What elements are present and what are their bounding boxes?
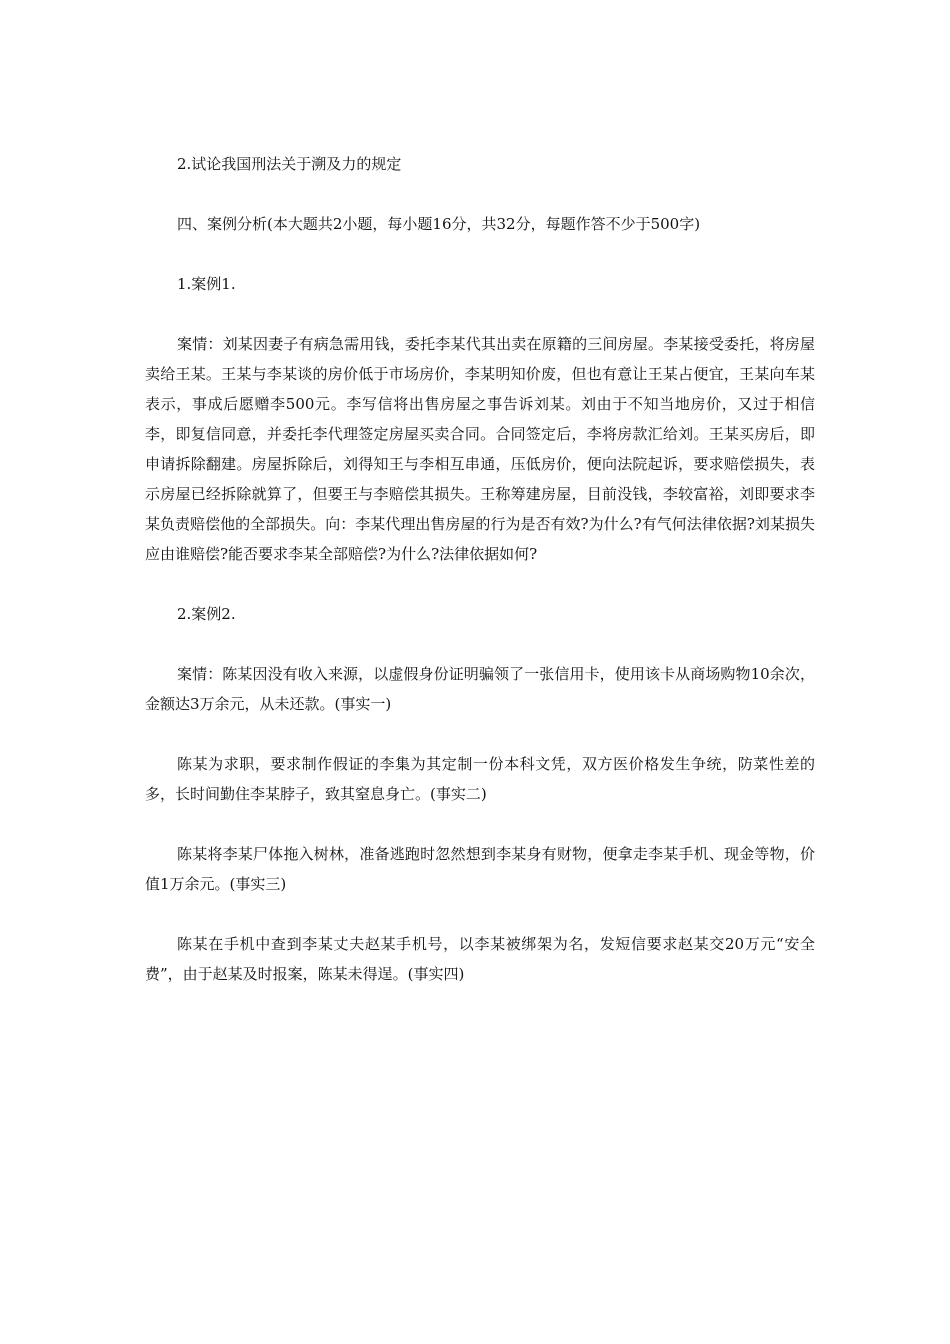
paragraph-spacer xyxy=(145,569,815,599)
document-body xyxy=(145,149,815,989)
case-1-body: 案情：刘某因妻子有病急需用钱，委托李某代其出卖在原籍的三间房屋。李某接受委托，将房屋卖给王某。王某与李某谈的房价低于市场房价，李某明知价废，但也有意让王某占便宜，王某向车某表示，事成后愿赠李500元。李写信将出售房屋之事告诉刘某。刘由于不知当地房价，又过于相信李，即复信同意，并委托李代理签定房屋买卖合同。合同签定后，李将房款汇给刘。王某买房后，即申请拆除翻建。房屋拆除后，刘得知王与李相互串通，压低房价，便向法院起诉，要求赔偿损失，表示房屋已经拆除就算了，但要王与李赔偿其损失。王称筹建房屋，目前没钱，李较富裕，刘即要求李某负责赔偿他的全部损失。向：李某代理出售房屋的行为是否有效?为什么?有气何法律依据?刘某损失应由谁赔偿?能否要求李某全部赔偿?为什么?法律依据如何? xyxy=(145,335,815,563)
paragraph-spacer xyxy=(145,239,815,269)
paragraph-spacer xyxy=(145,179,815,209)
paragraph-spacer xyxy=(145,809,815,839)
paragraph-spacer xyxy=(145,299,815,329)
case-2-fact-3: 陈某将李某尸体拖入树林，准备逃跑时忽然想到李某身有财物，便拿走李某手机、现金等物，价值1万余元。(事实三) xyxy=(145,845,815,893)
section-four-heading: 四、案例分析(本大题共2小题，每小题16分，共32分，每题作答不少于500字) xyxy=(177,215,701,233)
paragraph-spacer xyxy=(145,719,815,749)
case-2-heading: 2.案例2. xyxy=(177,605,236,623)
case-2-fact-2: 陈某为求职，要求制作假证的李集为其定制一份本科文凭，双方医价格发生争统，防菜性差的多，长时间勤住李某脖子，致其窒息身亡。(事实二) xyxy=(145,755,815,803)
case-1-heading: 1.案例1. xyxy=(177,275,236,293)
paragraph-spacer xyxy=(145,899,815,929)
paragraph-spacer xyxy=(145,629,815,659)
case-2-fact-1: 案情：陈某因没有收入来源，以虚假身份证明骗领了一张信用卡，使用该卡从商场购物10余次，金额达3万余元，从未还款。(事实一) xyxy=(145,665,815,713)
case-2-fact-4: 陈某在手机中查到李某丈夫赵某手机号，以李某被绑架为名，发短信要求赵某交20万元“安全费”，由于赵某及时报案，陈某未得逞。(事实四) xyxy=(145,935,815,983)
question-2-heading: 2.试论我国刑法关于溯及力的规定 xyxy=(177,155,402,173)
